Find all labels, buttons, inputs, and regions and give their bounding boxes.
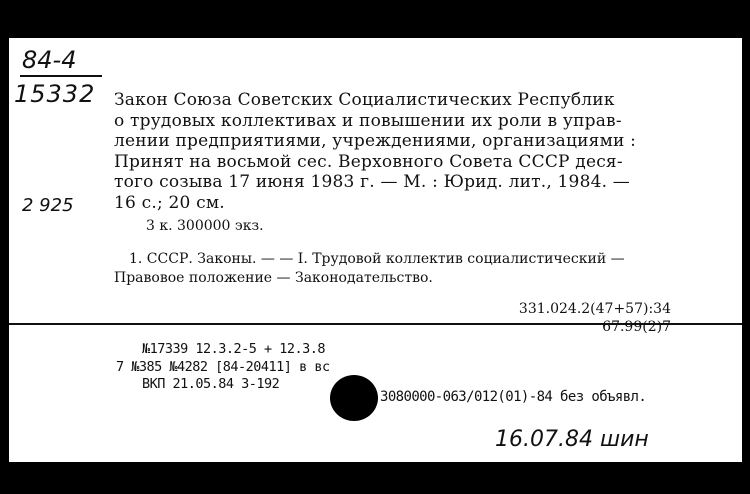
punch-hole xyxy=(330,375,378,421)
title-line: Закон Союза Советских Социалистических Республик xyxy=(114,90,615,110)
shelfmark-bottom: 15332 xyxy=(14,80,96,108)
subject-line: Правовое положение — Законодательство. xyxy=(114,270,433,286)
bbk-index: 67.99(2)7 xyxy=(602,319,671,335)
tech-line: 7 №385 №4282 [84-20411] в вс xyxy=(116,359,330,375)
title-line: Принят на восьмой сес. Верховного Совета СССР деся- xyxy=(114,151,623,172)
inventory-mark: 2 925 xyxy=(22,195,74,216)
order-code: 3080000-063/012(01)-84 без объявл. xyxy=(380,389,647,405)
bibliographic-description xyxy=(114,90,674,213)
shelfmark-divider xyxy=(20,75,102,77)
title-line: того созыва 17 июня 1983 г. — М. : Юрид. лит., 1984. — xyxy=(114,172,631,192)
udc-index: 331.024.2(47+57):34 xyxy=(518,301,671,317)
title-line: 16 с.; 20 см. xyxy=(114,192,225,213)
title-line: о трудовых коллективах и повышении их роли в управ- xyxy=(114,110,622,131)
tech-line: №17339 12.3.2-5 + 12.3.8 xyxy=(142,341,326,357)
handwritten-date: 16.07.84 шин xyxy=(495,427,649,452)
shelfmark-top: 84-4 xyxy=(22,46,77,74)
subject-line: 1. СССР. Законы. — — I. Трудовой коллектив социалистический — xyxy=(129,251,625,267)
price-print-run: 3 к. 300000 экз. xyxy=(146,218,264,234)
tech-line: ВКП 21.05.84 3-192 xyxy=(142,376,280,392)
title-line: лении предприятиями, учреждениями, организациями : xyxy=(114,131,637,151)
subject-headings xyxy=(114,250,674,288)
